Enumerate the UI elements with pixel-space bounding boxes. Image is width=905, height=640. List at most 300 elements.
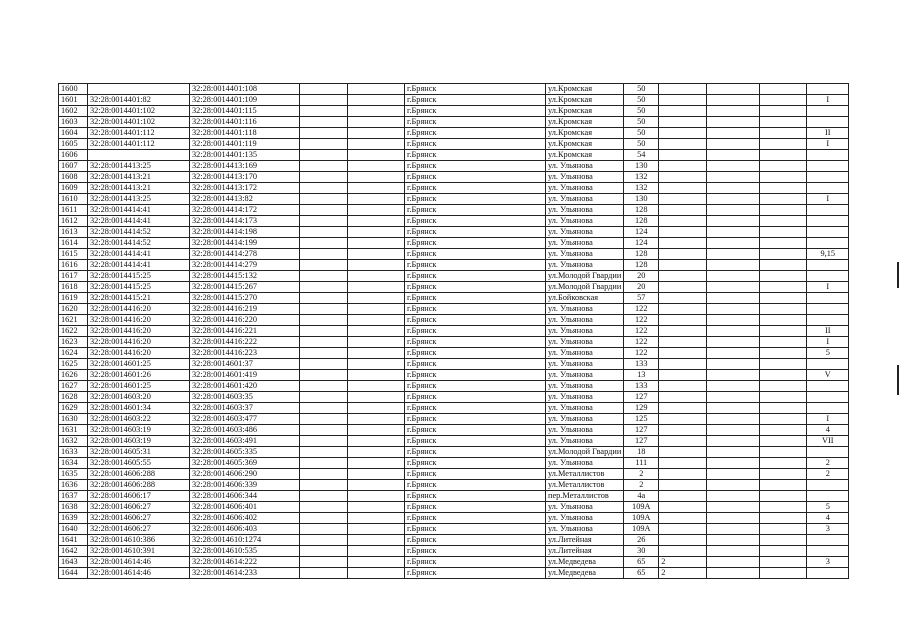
- cell-street: ул.Литейная: [546, 535, 624, 546]
- cell-row-number: 1623: [59, 337, 88, 348]
- cell-street: ул. Ульянова: [546, 436, 624, 447]
- cell-house-number: 18: [624, 447, 659, 458]
- cell-col-4: [300, 425, 348, 436]
- cell-col-5: [348, 557, 405, 568]
- cell-apartment-mark: [807, 403, 849, 414]
- table-row: [59, 260, 849, 271]
- cell-col-4: [300, 183, 348, 194]
- cell-street: ул. Ульянова: [546, 392, 624, 403]
- cell-row-number: 1633: [59, 447, 88, 458]
- cell-cadastral-number: 32:28:0014601:419: [190, 370, 300, 381]
- table-row: [59, 337, 849, 348]
- cell-col-5: [348, 139, 405, 150]
- cell-parent-cadastral-number: [88, 150, 190, 161]
- cell-parent-cadastral-number: 32:28:0014606:288: [88, 480, 190, 491]
- cell-col-10: [707, 502, 760, 513]
- cell-city: г.Брянск: [405, 84, 546, 95]
- cell-parent-cadastral-number: 32:28:0014413:21: [88, 183, 190, 194]
- cell-col-4: [300, 205, 348, 216]
- cell-col-4: [300, 337, 348, 348]
- cell-col-4: [300, 403, 348, 414]
- cell-col-9: [659, 436, 707, 447]
- cell-apartment-mark: II: [807, 326, 849, 337]
- cell-col-10: [707, 557, 760, 568]
- cell-cadastral-number: 32:28:0014415:132: [190, 271, 300, 282]
- cell-cadastral-number: 32:28:0014401:109: [190, 95, 300, 106]
- table-row: [59, 425, 849, 436]
- cell-street: ул. Ульянова: [546, 183, 624, 194]
- cell-street: ул. Ульянова: [546, 458, 624, 469]
- cell-col-11: [760, 502, 807, 513]
- cell-cadastral-number: 32:28:0014413:172: [190, 183, 300, 194]
- cell-parent-cadastral-number: 32:28:0014413:21: [88, 172, 190, 183]
- cell-col-5: [348, 271, 405, 282]
- table-row: [59, 348, 849, 359]
- table-row: [59, 194, 849, 205]
- cell-col-4: [300, 161, 348, 172]
- cell-house-number: 122: [624, 304, 659, 315]
- cell-col-11: [760, 161, 807, 172]
- cell-house-number: 2: [624, 480, 659, 491]
- cell-col-9: [659, 249, 707, 260]
- cell-city: г.Брянск: [405, 425, 546, 436]
- cell-col-11: [760, 238, 807, 249]
- cell-col-5: [348, 458, 405, 469]
- cell-col-5: [348, 106, 405, 117]
- cell-apartment-mark: I: [807, 337, 849, 348]
- cell-col-4: [300, 359, 348, 370]
- cell-apartment-mark: [807, 183, 849, 194]
- scan-edge-mark-top: [897, 262, 899, 288]
- cell-col-9: [659, 84, 707, 95]
- cell-city: г.Брянск: [405, 282, 546, 293]
- cell-col-11: [760, 447, 807, 458]
- cell-col-11: [760, 106, 807, 117]
- table-row: [59, 205, 849, 216]
- cell-parent-cadastral-number: 32:28:0014415:25: [88, 282, 190, 293]
- cell-apartment-mark: 5: [807, 348, 849, 359]
- cell-city: г.Брянск: [405, 238, 546, 249]
- cell-col-5: [348, 370, 405, 381]
- cell-col-4: [300, 546, 348, 557]
- cell-cadastral-number: 32:28:0014606:402: [190, 513, 300, 524]
- cell-col-9: [659, 381, 707, 392]
- cell-city: г.Брянск: [405, 117, 546, 128]
- cell-house-number: 109А: [624, 524, 659, 535]
- cell-col-10: [707, 128, 760, 139]
- cell-house-number: 122: [624, 326, 659, 337]
- table-row: [59, 106, 849, 117]
- table-row: [59, 271, 849, 282]
- cell-row-number: 1628: [59, 392, 88, 403]
- cell-col-10: [707, 513, 760, 524]
- cell-parent-cadastral-number: 32:28:0014416:20: [88, 337, 190, 348]
- cell-col-11: [760, 480, 807, 491]
- cell-col-5: [348, 480, 405, 491]
- cell-col-10: [707, 161, 760, 172]
- cell-col-10: [707, 337, 760, 348]
- cell-street: ул. Ульянова: [546, 216, 624, 227]
- cell-city: г.Брянск: [405, 194, 546, 205]
- cell-col-5: [348, 403, 405, 414]
- cell-apartment-mark: 3: [807, 557, 849, 568]
- table-row: [59, 414, 849, 425]
- cell-col-9: [659, 95, 707, 106]
- table-row: [59, 183, 849, 194]
- cell-col-4: [300, 348, 348, 359]
- cell-col-9: [659, 480, 707, 491]
- cell-col-9: [659, 227, 707, 238]
- cell-cadastral-number: 32:28:0014606:401: [190, 502, 300, 513]
- cell-apartment-mark: [807, 480, 849, 491]
- cell-col-10: [707, 524, 760, 535]
- cell-cadastral-number: 32:28:0014414:198: [190, 227, 300, 238]
- cell-house-number: 111: [624, 458, 659, 469]
- cell-apartment-mark: VII: [807, 436, 849, 447]
- cell-parent-cadastral-number: 32:28:0014603:19: [88, 425, 190, 436]
- cell-col-5: [348, 260, 405, 271]
- table-row: [59, 491, 849, 502]
- cell-col-5: [348, 447, 405, 458]
- cell-city: г.Брянск: [405, 392, 546, 403]
- cell-col-5: [348, 282, 405, 293]
- cell-row-number: 1614: [59, 238, 88, 249]
- cell-col-5: [348, 502, 405, 513]
- cell-city: г.Брянск: [405, 458, 546, 469]
- table-body: [59, 84, 849, 579]
- cell-col-10: [707, 293, 760, 304]
- cell-col-10: [707, 106, 760, 117]
- cell-street: ул.Кромская: [546, 139, 624, 150]
- cell-col-4: [300, 194, 348, 205]
- cell-apartment-mark: 5: [807, 502, 849, 513]
- cell-house-number: 20: [624, 271, 659, 282]
- cell-row-number: 1643: [59, 557, 88, 568]
- cell-street: ул.Молодой Гвардии: [546, 447, 624, 458]
- cell-col-10: [707, 194, 760, 205]
- cell-col-5: [348, 128, 405, 139]
- cell-col-5: [348, 249, 405, 260]
- cell-apartment-mark: [807, 260, 849, 271]
- cell-apartment-mark: [807, 315, 849, 326]
- cell-parent-cadastral-number: 32:28:0014610:391: [88, 546, 190, 557]
- table-row: [59, 557, 849, 568]
- cell-row-number: 1620: [59, 304, 88, 315]
- cell-col-4: [300, 238, 348, 249]
- cell-col-5: [348, 227, 405, 238]
- cell-parent-cadastral-number: 32:28:0014614:46: [88, 557, 190, 568]
- cell-street: ул. Ульянова: [546, 414, 624, 425]
- cell-house-number: 50: [624, 95, 659, 106]
- cell-cadastral-number: 32:28:0014414:278: [190, 249, 300, 260]
- cell-city: г.Брянск: [405, 557, 546, 568]
- cell-city: г.Брянск: [405, 249, 546, 260]
- cell-parent-cadastral-number: 32:28:0014606:17: [88, 491, 190, 502]
- cell-col-9: [659, 139, 707, 150]
- cell-house-number: 50: [624, 106, 659, 117]
- table-row: [59, 315, 849, 326]
- table-row: [59, 458, 849, 469]
- table-row: [59, 447, 849, 458]
- cell-col-9: [659, 205, 707, 216]
- cell-street: пер.Металлистов: [546, 491, 624, 502]
- cell-col-5: [348, 348, 405, 359]
- cell-apartment-mark: 9,15: [807, 249, 849, 260]
- cell-col-10: [707, 326, 760, 337]
- cell-col-5: [348, 524, 405, 535]
- cell-street: ул. Ульянова: [546, 194, 624, 205]
- cell-parent-cadastral-number: 32:28:0014606:27: [88, 513, 190, 524]
- cell-col-4: [300, 128, 348, 139]
- cell-apartment-mark: 2: [807, 469, 849, 480]
- cell-street: ул.Молодой Гвардии: [546, 271, 624, 282]
- cell-apartment-mark: [807, 205, 849, 216]
- cell-cadastral-number: 32:28:0014414:279: [190, 260, 300, 271]
- cell-col-10: [707, 238, 760, 249]
- cell-cadastral-number: 32:28:0014606:290: [190, 469, 300, 480]
- cell-col-11: [760, 381, 807, 392]
- cell-cadastral-number: 32:28:0014601:420: [190, 381, 300, 392]
- cell-row-number: 1615: [59, 249, 88, 260]
- cell-col-10: [707, 117, 760, 128]
- cell-row-number: 1613: [59, 227, 88, 238]
- table-row: [59, 216, 849, 227]
- cell-city: г.Брянск: [405, 161, 546, 172]
- cell-col-4: [300, 282, 348, 293]
- table-row: [59, 117, 849, 128]
- cell-street: ул. Ульянова: [546, 205, 624, 216]
- cell-col-9: [659, 469, 707, 480]
- cell-col-4: [300, 84, 348, 95]
- cell-house-number: 57: [624, 293, 659, 304]
- cell-col-4: [300, 326, 348, 337]
- cell-cadastral-number: 32:28:0014610:535: [190, 546, 300, 557]
- table-row: [59, 161, 849, 172]
- table-row: [59, 95, 849, 106]
- cell-cadastral-number: 32:28:0014401:108: [190, 84, 300, 95]
- cell-row-number: 1608: [59, 172, 88, 183]
- cell-apartment-mark: [807, 359, 849, 370]
- cell-col-10: [707, 95, 760, 106]
- cell-col-11: [760, 216, 807, 227]
- cell-row-number: 1610: [59, 194, 88, 205]
- cell-row-number: 1622: [59, 326, 88, 337]
- cell-col-10: [707, 546, 760, 557]
- cell-apartment-mark: [807, 491, 849, 502]
- cell-row-number: 1607: [59, 161, 88, 172]
- cell-street: ул. Ульянова: [546, 381, 624, 392]
- cell-col-4: [300, 271, 348, 282]
- cell-row-number: 1641: [59, 535, 88, 546]
- cell-col-4: [300, 414, 348, 425]
- cell-house-number: 26: [624, 535, 659, 546]
- cell-col-9: [659, 260, 707, 271]
- cell-apartment-mark: [807, 293, 849, 304]
- cell-parent-cadastral-number: 32:28:0014603:19: [88, 436, 190, 447]
- cell-parent-cadastral-number: 32:28:0014401:112: [88, 139, 190, 150]
- cell-apartment-mark: [807, 535, 849, 546]
- table-row: [59, 436, 849, 447]
- cell-row-number: 1605: [59, 139, 88, 150]
- table-row: [59, 359, 849, 370]
- cell-col-10: [707, 480, 760, 491]
- cell-street: ул. Ульянова: [546, 161, 624, 172]
- cell-col-4: [300, 216, 348, 227]
- cell-street: ул.Кромская: [546, 117, 624, 128]
- cell-col-9: [659, 128, 707, 139]
- cell-col-10: [707, 447, 760, 458]
- cell-col-11: [760, 414, 807, 425]
- table-row: [59, 128, 849, 139]
- cell-house-number: 125: [624, 414, 659, 425]
- cell-row-number: 1606: [59, 150, 88, 161]
- cell-col-5: [348, 546, 405, 557]
- cell-house-number: 127: [624, 392, 659, 403]
- cell-col-4: [300, 249, 348, 260]
- cell-cadastral-number: 32:28:0014605:369: [190, 458, 300, 469]
- cell-cadastral-number: 32:28:0014415:267: [190, 282, 300, 293]
- cell-street: ул. Ульянова: [546, 172, 624, 183]
- cell-col-10: [707, 216, 760, 227]
- cell-col-11: [760, 425, 807, 436]
- cell-col-5: [348, 161, 405, 172]
- cell-parent-cadastral-number: 32:28:0014414:41: [88, 205, 190, 216]
- cell-col-10: [707, 172, 760, 183]
- cell-cadastral-number: 32:28:0014413:170: [190, 172, 300, 183]
- cell-cadastral-number: 32:28:0014605:335: [190, 447, 300, 458]
- cell-cadastral-number: 32:28:0014401:118: [190, 128, 300, 139]
- cell-col-10: [707, 260, 760, 271]
- cell-parent-cadastral-number: 32:28:0014606:27: [88, 502, 190, 513]
- cell-col-9: [659, 106, 707, 117]
- cell-house-number: 122: [624, 315, 659, 326]
- cell-house-number: 128: [624, 205, 659, 216]
- cell-street: ул. Ульянова: [546, 348, 624, 359]
- cell-col-11: [760, 227, 807, 238]
- cell-col-9: [659, 535, 707, 546]
- cell-row-number: 1619: [59, 293, 88, 304]
- cell-col-10: [707, 403, 760, 414]
- cell-street: ул.Кромская: [546, 150, 624, 161]
- cell-city: г.Брянск: [405, 150, 546, 161]
- cell-row-number: 1640: [59, 524, 88, 535]
- cell-col-9: [659, 370, 707, 381]
- cell-col-5: [348, 326, 405, 337]
- cell-house-number: 50: [624, 128, 659, 139]
- cell-col-5: [348, 568, 405, 579]
- cell-house-number: 128: [624, 260, 659, 271]
- cell-col-5: [348, 359, 405, 370]
- cell-row-number: 1603: [59, 117, 88, 128]
- cell-col-4: [300, 139, 348, 150]
- cell-col-5: [348, 216, 405, 227]
- cell-row-number: 1627: [59, 381, 88, 392]
- cell-parent-cadastral-number: 32:28:0014401:102: [88, 106, 190, 117]
- cell-city: г.Брянск: [405, 315, 546, 326]
- cell-col-11: [760, 205, 807, 216]
- cell-col-4: [300, 227, 348, 238]
- cell-parent-cadastral-number: 32:28:0014416:20: [88, 315, 190, 326]
- cell-street: ул. Ульянова: [546, 227, 624, 238]
- cell-col-10: [707, 150, 760, 161]
- cell-house-number: 130: [624, 194, 659, 205]
- table-row: [59, 249, 849, 260]
- cell-col-10: [707, 183, 760, 194]
- cell-street: ул. Ульянова: [546, 524, 624, 535]
- cell-house-number: 13: [624, 370, 659, 381]
- cell-cadastral-number: 32:28:0014601:37: [190, 359, 300, 370]
- cell-col-10: [707, 436, 760, 447]
- cell-city: г.Брянск: [405, 260, 546, 271]
- cell-house-number: 2: [624, 469, 659, 480]
- cell-parent-cadastral-number: 32:28:0014416:20: [88, 348, 190, 359]
- cell-col-10: [707, 370, 760, 381]
- cell-apartment-mark: [807, 381, 849, 392]
- cell-col-4: [300, 381, 348, 392]
- cell-house-number: 122: [624, 337, 659, 348]
- cell-city: г.Брянск: [405, 524, 546, 535]
- cell-col-10: [707, 84, 760, 95]
- cell-apartment-mark: [807, 106, 849, 117]
- cell-col-11: [760, 117, 807, 128]
- cell-city: г.Брянск: [405, 381, 546, 392]
- cell-col-4: [300, 469, 348, 480]
- cell-street: ул. Ульянова: [546, 425, 624, 436]
- cell-city: г.Брянск: [405, 216, 546, 227]
- cell-col-10: [707, 304, 760, 315]
- cell-house-number: 133: [624, 381, 659, 392]
- cell-col-9: [659, 425, 707, 436]
- cell-col-11: [760, 513, 807, 524]
- cell-col-10: [707, 205, 760, 216]
- cell-row-number: 1636: [59, 480, 88, 491]
- cell-col-4: [300, 172, 348, 183]
- cell-col-9: [659, 447, 707, 458]
- cell-col-4: [300, 117, 348, 128]
- cell-house-number: 65: [624, 568, 659, 579]
- cell-row-number: 1635: [59, 469, 88, 480]
- cell-col-9: [659, 513, 707, 524]
- cell-row-number: 1630: [59, 414, 88, 425]
- cell-row-number: 1600: [59, 84, 88, 95]
- cell-apartment-mark: [807, 271, 849, 282]
- cell-cadastral-number: 32:28:0014414:172: [190, 205, 300, 216]
- cell-row-number: 1618: [59, 282, 88, 293]
- cell-row-number: 1611: [59, 205, 88, 216]
- cell-col-10: [707, 315, 760, 326]
- cell-col-9: [659, 403, 707, 414]
- cell-col-11: [760, 546, 807, 557]
- cell-col-11: [760, 557, 807, 568]
- cell-col-5: [348, 172, 405, 183]
- cell-cadastral-number: 32:28:0014416:220: [190, 315, 300, 326]
- cell-col-10: [707, 491, 760, 502]
- cell-col-4: [300, 524, 348, 535]
- cell-col-9: [659, 392, 707, 403]
- cell-col-11: [760, 293, 807, 304]
- cell-street: ул. Ульянова: [546, 403, 624, 414]
- cell-parent-cadastral-number: 32:28:0014401:102: [88, 117, 190, 128]
- cell-parent-cadastral-number: 32:28:0014413:25: [88, 194, 190, 205]
- cell-house-number: 109А: [624, 513, 659, 524]
- cell-cadastral-number: 32:28:0014614:233: [190, 568, 300, 579]
- cell-col-9: [659, 216, 707, 227]
- cell-col-10: [707, 227, 760, 238]
- cell-apartment-mark: V: [807, 370, 849, 381]
- cell-col-4: [300, 535, 348, 546]
- cell-parent-cadastral-number: [88, 84, 190, 95]
- table-row: [59, 326, 849, 337]
